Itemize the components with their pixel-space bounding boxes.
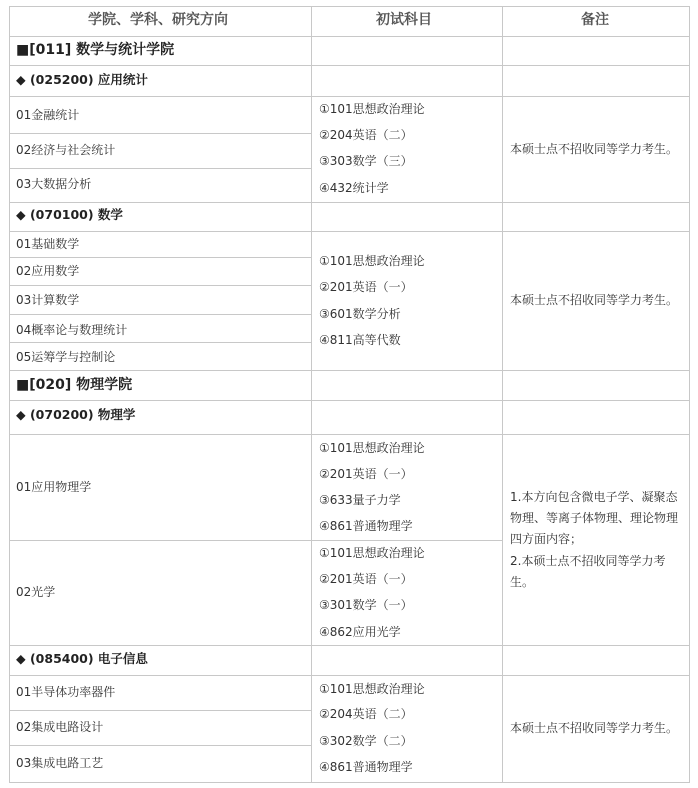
discipline-070200: ◆ (070200) 物理学	[16, 407, 136, 422]
direction-item: 04概率论与数理统计	[16, 323, 128, 337]
row-line	[9, 434, 690, 435]
discipline-070100: ◆ (070100) 数学	[16, 207, 123, 222]
row-line	[9, 96, 690, 97]
direction-item: 05运筹学与控制论	[16, 350, 116, 364]
subject-item: ③601数学分析	[319, 307, 401, 321]
direction-item: 01基础数学	[16, 237, 80, 251]
subject-item: ③303数学（三）	[319, 154, 413, 168]
subject-item: ③633量子力学	[319, 493, 401, 507]
direction-item: 02集成电路设计	[16, 720, 104, 734]
college-011-title: ■[011] 数学与统计学院	[16, 42, 175, 58]
direction-item: 02光学	[16, 585, 56, 599]
subject-item: ①101思想政治理论	[319, 546, 425, 560]
row-line	[9, 645, 690, 646]
note-text: 1.本方向包含微电子学、凝聚态物理、等离子体物理、理论物理四方面内容；	[510, 490, 679, 546]
col-divider-1	[311, 6, 312, 783]
subject-item: ①101思想政治理论	[319, 441, 425, 455]
row-line	[9, 6, 690, 7]
row-line	[9, 168, 312, 169]
subject-item: ②201英语（一）	[319, 280, 413, 294]
discipline-085400: ◆ (085400) 电子信息	[16, 651, 148, 666]
row-line	[9, 133, 312, 134]
row-line	[9, 540, 503, 541]
discipline-025200: ◆ (025200) 应用统计	[16, 72, 148, 87]
row-line	[9, 65, 690, 66]
col-divider-2	[502, 6, 503, 783]
row-line	[9, 710, 312, 711]
row-line	[9, 745, 312, 746]
subject-item: ②204英语（二）	[319, 707, 413, 721]
row-line	[9, 257, 312, 258]
subject-item: ④861普通物理学	[319, 519, 413, 533]
row-line	[9, 400, 690, 401]
college-020-title: ■[020] 物理学院	[16, 377, 133, 393]
direction-item: 02应用数学	[16, 264, 80, 278]
subject-item: ①101思想政治理论	[319, 682, 425, 696]
row-line	[9, 36, 690, 37]
subject-item: ①101思想政治理论	[319, 102, 425, 116]
subject-item: ②204英语（二）	[319, 128, 413, 142]
note-text: 本硕士点不招收同等学力考生。	[510, 721, 679, 735]
subject-item: ④862应用光学	[319, 625, 401, 639]
header-col2: 初试科目	[376, 12, 432, 28]
subject-item: ③302数学（二）	[319, 734, 413, 748]
border-left	[9, 6, 10, 783]
row-line	[9, 342, 312, 343]
header-col1: 学院、学科、研究方向	[88, 12, 228, 28]
direction-item: 02经济与社会统计	[16, 143, 116, 157]
subject-item: ④432统计学	[319, 181, 389, 195]
row-line	[9, 782, 690, 783]
row-line	[9, 231, 690, 232]
border-right	[689, 6, 690, 783]
subject-item: ②201英语（一）	[319, 572, 413, 586]
header-col3: 备注	[581, 12, 609, 28]
direction-item: 03计算数学	[16, 293, 80, 307]
subject-item: ④811高等代数	[319, 333, 401, 347]
row-line	[9, 202, 690, 203]
row-line	[9, 285, 312, 286]
direction-item: 03大数据分析	[16, 177, 92, 191]
note-text: 本硕士点不招收同等学力考生。	[510, 293, 679, 307]
row-line	[9, 370, 690, 371]
note-text: 本硕士点不招收同等学力考生。	[510, 142, 679, 156]
subject-item: ①101思想政治理论	[319, 254, 425, 268]
subject-item: ②201英语（一）	[319, 467, 413, 481]
subject-item: ④861普通物理学	[319, 760, 413, 774]
direction-item: 01应用物理学	[16, 480, 92, 494]
note-text: 2.本硕士点不招收同等学力考生。	[510, 554, 666, 589]
direction-item: 03集成电路工艺	[16, 756, 104, 770]
direction-item: 01半导体功率器件	[16, 685, 116, 699]
row-line	[9, 675, 690, 676]
subject-item: ③301数学（一）	[319, 598, 413, 612]
direction-item: 01金融统计	[16, 108, 80, 122]
row-line	[9, 314, 312, 315]
